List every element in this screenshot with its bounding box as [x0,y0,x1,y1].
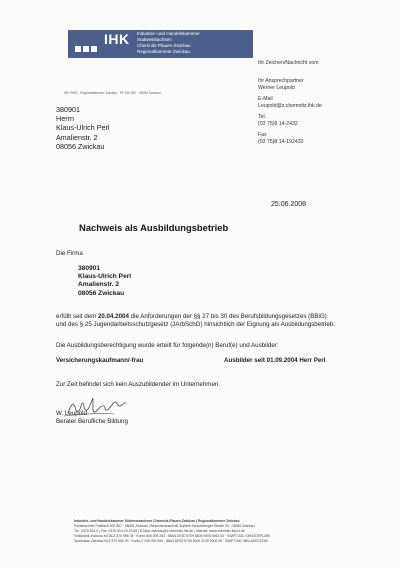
requirements-line-1 [56,313,335,321]
footer-line: Sparkasse Zwickau BLZ 870 550 00 · Konto 2 245 000 006 · IBAN DE32 8705 5000 2245 0000 06 · SWIFT-BIC WELADED1ZWI [74,538,268,543]
requirements-paragraph [56,313,335,328]
logo-line: Südwestsachsen [137,37,172,42]
trainee-status: Zur Zeit befindet sich kein Auszubildender im Unternehmen. [56,381,221,388]
company-line: 380901 [78,265,101,272]
letter-footer [74,519,270,544]
footer-line: Industrie- und Handelskammer Südwestsachsen Chemnitz-Plauen-Zwickau | Regionalkammer Zwickau [74,519,240,523]
phone-block [258,114,298,127]
authorization-paragraph: Die Ausbildungsberechtigung wurde erteilt für folgende(n) Beruf(e) und Ausbilder: [56,342,279,349]
company-line: Klaus-Ulrich Perl [78,273,132,281]
signer-name: W. Leupold [56,410,87,417]
approval-date: 20.04.2004 [97,313,129,320]
sender-return-line: IHK SWS · Regionalkammer Zwickau · PF 200 867 · 08008 Zwickau [64,91,161,95]
email-label: E-Mail [258,96,273,102]
address-line: Herrn [56,114,74,124]
contact-person-name: Werner Leupold [258,84,295,91]
phone-label: Tel. [258,114,267,120]
footer-line: Postanschrift: Postfach 200 867 · 08008 Zwickau | Besucheranschrift: Äußere Schneeberger Straße 34 · 08056 Zwickau [74,523,255,528]
company-line: Amalienstr. 2 [78,281,120,289]
email-block [258,96,322,109]
footer-line: Volksbank Zwickau eG BLZ 870 956 04 · Konto 800 009 263 · IBAN DE30 8709 5604 0000 0092 63 · SWIFT-BIC GENODEF1ZWI [74,533,271,538]
text-span: die Anforderungen der §§ 27 bis 30 des Berufsbildungsgesetzes (BBiG) [128,313,327,320]
address-line: 08056 Zwickau [56,141,105,151]
logo-squares-icon [75,39,99,57]
fax-label: Fax [258,132,267,138]
contact-person-block [258,78,304,91]
logo-line: Industrie- und Handelskammer [137,31,200,36]
signer-role: Berater Berufliche Bildung [56,418,128,425]
text-span: erfüllt seit dem [56,313,98,320]
logo-line: Chemnitz-Plauen-Zwickau [137,43,191,48]
profession-name: Versicherungskaufmann/-frau [56,357,144,364]
contact-person-label: Ihr Ansprechpartner [258,78,304,84]
fax-value: (03 75)8 14-192432 [258,138,304,145]
address-line: Klaus-Ulrich Perl [56,123,110,133]
phone-value: (03 75)8 14-2432 [258,120,298,127]
recipient-address [56,105,110,151]
logo-wordmark: IHK [104,31,130,47]
requirements-line-2: und des § 25 Jugendarbeitsschutzgesetz (JArbSchG) hinsichtlich der Eignung als Ausbildungsbetrieb. [56,320,335,328]
ihr-zeichen-label: Ihr Zeichen/Nachricht vom [258,60,319,66]
document-title: Nachweis als Ausbildungsbetrieb [79,222,229,233]
company-address [78,265,131,298]
logo-chamber-name [137,31,200,55]
email-value: Leupold@z.chemnitz.ihk.de [258,102,322,109]
address-line: 380901 [56,105,80,114]
address-line: Amalienstr. 2 [56,132,98,142]
company-line: 08056 Zwickau [78,289,125,297]
logo-line: Regionalkammer Zwickau [137,49,190,54]
fax-block [258,132,304,145]
trainer-info: Ausbilder seit 01.09.2004 Herr Perl [224,357,326,364]
die-firma-label: Die Firma [56,250,83,257]
footer-line: Tel.: 0375 814-0 | Fax: 0375 814-19 23 65 | E-Mail: zwickau@z.chemnitz.ihk.de | Internet: www.chemnitz.ihk24.de [74,528,245,533]
letter-date: 25.06.2008 [271,201,307,208]
